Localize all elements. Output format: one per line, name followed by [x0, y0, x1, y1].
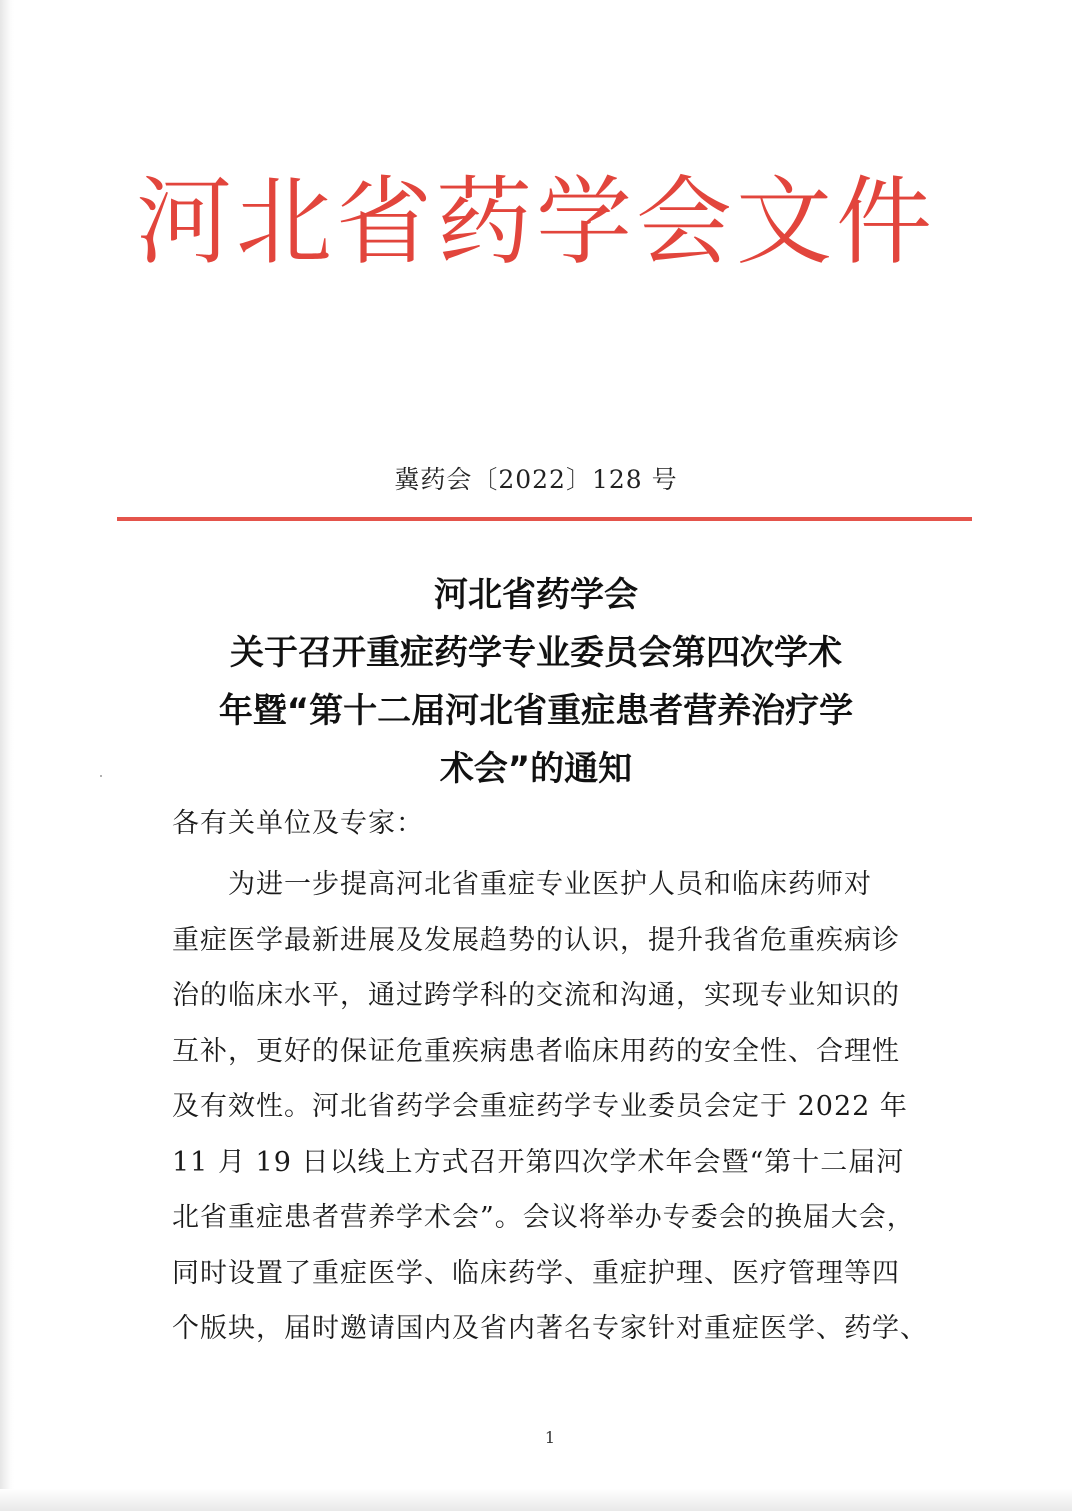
document-masthead: 河北省药学会文件 — [136, 166, 936, 278]
body-line: 同时设置了重症医学、临床药学、重症护理、医疗管理等四 — [172, 1257, 900, 1289]
title-line: 关于召开重症药学专业委员会第四次学术 — [230, 633, 842, 673]
body-line: 为进一步提高河北省重症专业医护人员和临床药师对 — [228, 869, 872, 900]
notice-title — [0, 566, 1072, 798]
salutation: 各有关单位及专家： — [172, 808, 424, 839]
title-line: 年暨“第十二届河北省重症患者营养治疗学 — [218, 691, 854, 731]
body-line: 互补，更好的保证危重疾病患者临床用药的安全性、合理性 — [172, 1035, 900, 1067]
body-line: 及有效性。河北省药学会重症药学专业委员会定于 2022 年 — [172, 1091, 908, 1122]
document-number: 冀药会〔2022〕128 号 — [394, 465, 678, 494]
title-line: 河北省药学会 — [434, 575, 638, 615]
body-line: 重症医学最新进展及发展趋势的认识，提升我省危重疾病诊 — [172, 924, 900, 956]
body-line: 个版块，届时邀请国内及省内著名专家针对重症医学、药学、 — [172, 1313, 928, 1344]
body-line: 11 月 19 日以线上方式召开第四次学术年会暨“第十二届河 — [172, 1146, 905, 1178]
body-line: 北省重症患者营养学术会”。会议将举办专委会的换届大会， — [172, 1202, 915, 1233]
scan-edge-bottom — [0, 1489, 1072, 1511]
body-line: 治的临床水平，通过跨学科的交流和沟通，实现专业知识的 — [172, 980, 900, 1011]
body-paragraph — [172, 857, 932, 1357]
page-number: 1 — [544, 1428, 556, 1447]
title-line: 术会”的通知 — [439, 749, 633, 789]
red-divider-line — [117, 517, 972, 521]
